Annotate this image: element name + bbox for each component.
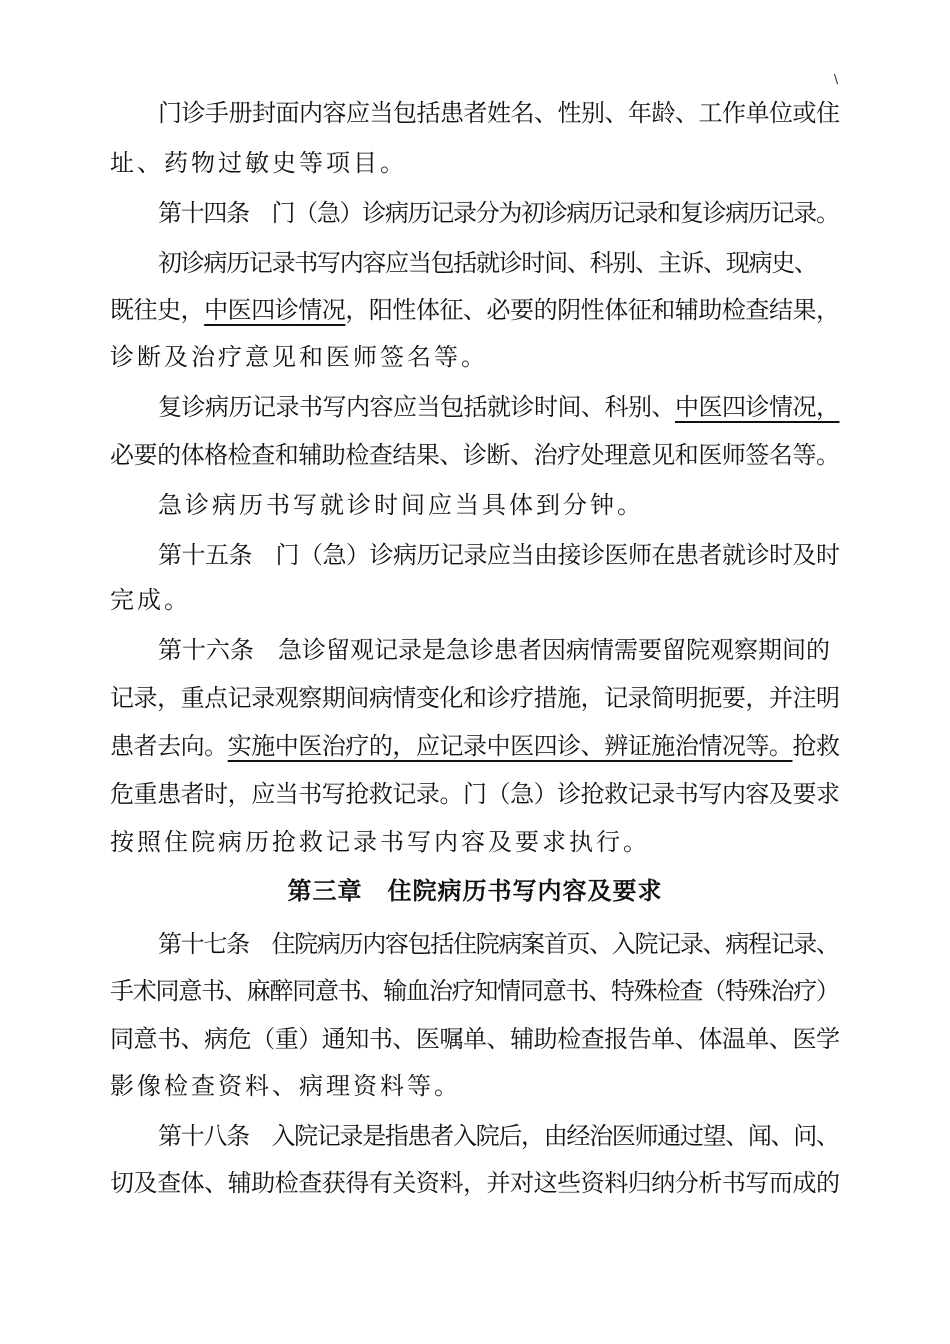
underlined-phrase: 中医四诊情况， (675, 393, 840, 421)
text-segment: 门诊手册封面内容应当包括患者姓名、性别、年龄、工作单位或住 (158, 99, 840, 127)
para2-line-6 (0, 1168, 950, 1198)
line-text (158, 248, 817, 278)
line-text (110, 976, 839, 1006)
line-text (110, 148, 407, 178)
text-segment: 急诊病历书写就诊时间应当具体到分钟。 (158, 491, 644, 519)
text-segment: ，阳性体征、必要的阴性体征和辅助检查结果， (345, 296, 840, 324)
para-line-11 (0, 585, 950, 615)
line-text (110, 1168, 840, 1198)
line-text (158, 490, 644, 520)
line-text (158, 929, 839, 959)
line-text (158, 198, 839, 228)
line-text (158, 98, 840, 128)
text-segment: 患者去向。 (110, 732, 228, 760)
text-segment: 抢救 (792, 732, 840, 760)
text-segment: 复诊病历记录书写内容应当包括就诊时间、科别、 (158, 393, 675, 421)
corner-mark: \ (834, 72, 839, 86)
para-line-6 (0, 342, 950, 372)
para-line-16 (0, 827, 950, 857)
para2-line-2 (0, 976, 950, 1006)
underlined-phrase: 中医四诊情况 (204, 296, 346, 324)
line-text (158, 540, 840, 570)
line-text (158, 635, 830, 665)
line-text (110, 342, 488, 372)
text-segment: 第十七条 住院病历内容包括住院病案首页、入院记录、病程记录、 (158, 930, 839, 958)
line-text (110, 440, 840, 470)
text-segment: 影像检查资料、病理资料等。 (110, 1072, 461, 1100)
para2-line-4 (0, 1071, 950, 1101)
para2-line-3 (0, 1024, 950, 1054)
text-segment: 手术同意书、麻醉同意书、输血治疗知情同意书、特殊检查（特殊治疗） (110, 977, 839, 1005)
line-text (158, 392, 840, 422)
line-text (110, 1071, 461, 1101)
para-line-4 (0, 248, 950, 278)
line-text (158, 1121, 839, 1151)
line-text (110, 683, 840, 713)
para-line-5 (0, 295, 950, 325)
text-segment: 切及查体、辅助检查获得有关资料，并对这些资料归纳分析书写而成的 (110, 1169, 840, 1197)
chapter-heading: 第三章 住院病历书写内容及要求 (287, 877, 663, 905)
line-text (110, 731, 840, 761)
text-segment: 按照住院病历抢救记录书写内容及要求执行。 (110, 828, 650, 856)
para-line-7 (0, 392, 950, 422)
text-segment: 危重患者时，应当书写抢救记录。门（急）诊抢救记录书写内容及要求 (110, 780, 840, 808)
text-segment: 址、药物过敏史等项目。 (110, 149, 407, 177)
text-segment: 第十四条 门（急）诊病历记录分为初诊病历记录和复诊病历记录。 (158, 199, 839, 227)
text-segment: 初诊病历记录书写内容应当包括就诊时间、科别、主诉、现病史、 (158, 249, 817, 277)
para-line-3 (0, 198, 950, 228)
text-segment: 第十八条 入院记录是指患者入院后，由经治医师通过望、闻、问、 (158, 1122, 839, 1150)
line-text (110, 585, 191, 615)
text-segment: 必要的体格检查和辅助检查结果、诊断、治疗处理意见和医师签名等。 (110, 441, 840, 469)
text-segment: 记录，重点记录观察期间病情变化和诊疗措施，记录简明扼要，并注明 (110, 684, 840, 712)
text-segment: 完成。 (110, 586, 191, 614)
text-segment: 诊断及治疗意见和医师签名等。 (110, 343, 488, 371)
underlined-phrase: 实施中医治疗的，应记录中医四诊、辨证施治情况等。 (227, 732, 793, 760)
para-line-13 (0, 683, 950, 713)
para-line-9 (0, 490, 950, 520)
text-segment: 同意书、病危（重）通知书、医嘱单、辅助检查报告单、体温单、医学 (110, 1025, 840, 1053)
text-segment: 第十六条 急诊留观记录是急诊患者因病情需要留院观察期间的 (158, 636, 830, 664)
text-segment: 既往史， (110, 296, 205, 324)
para-line-15 (0, 779, 950, 809)
para-line-1 (0, 98, 950, 128)
para-line-10 (0, 540, 950, 570)
line-text (110, 779, 840, 809)
text-segment: 第十五条 门（急）诊病历记录应当由接诊医师在患者就诊时及时 (158, 541, 840, 569)
para2-line-5 (0, 1121, 950, 1151)
line-text (110, 827, 650, 857)
para-line-14 (0, 731, 950, 761)
para-line-8 (0, 440, 950, 470)
line-text (110, 1024, 840, 1054)
line-text (110, 295, 840, 325)
para2-line-1 (0, 929, 950, 959)
para-line-12 (0, 635, 950, 665)
para-line-2 (0, 148, 950, 178)
